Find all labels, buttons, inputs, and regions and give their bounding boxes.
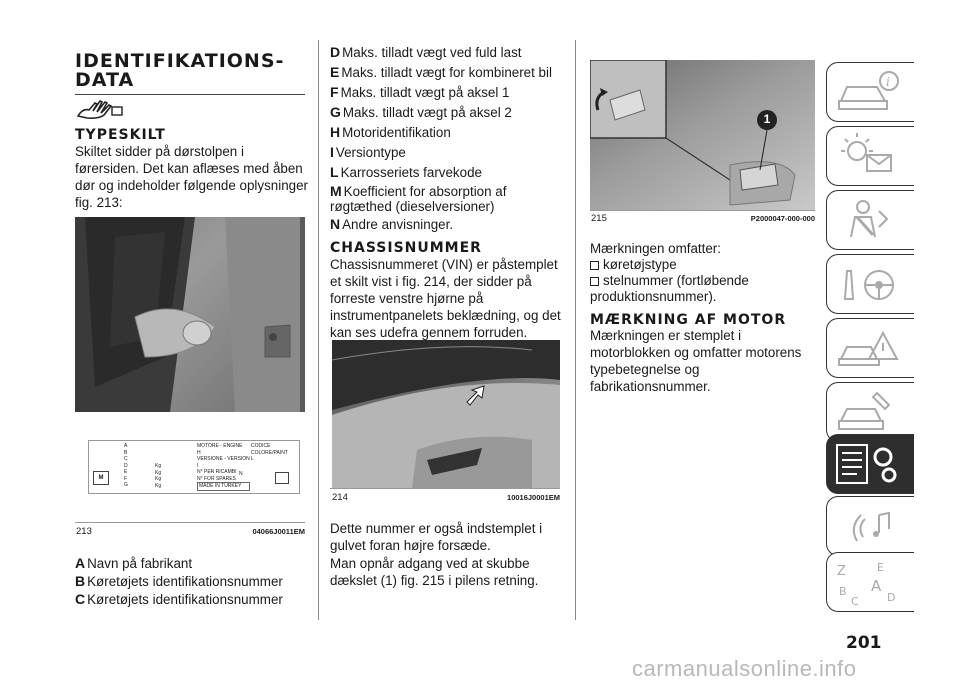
typeskilt-paragraph: Skiltet sidder på dørstolpen i førersiden. Det kan aflæses med åben dør og indeholder følgende oplysninger fig. 213: bbox=[75, 144, 308, 210]
list-item: C Køretøjets identifikationsnummer bbox=[75, 591, 283, 607]
list-item-continuation: røgtæthed (dieselversioner) bbox=[330, 199, 495, 214]
windshield-vin-photo bbox=[332, 340, 560, 488]
tab-technical-data[interactable] bbox=[826, 434, 914, 494]
plate-letters: A B C D E F G bbox=[124, 443, 128, 488]
tab-multimedia[interactable] bbox=[826, 496, 914, 556]
tab-emergency[interactable] bbox=[826, 318, 914, 378]
svg-text:i: i bbox=[886, 75, 890, 89]
tab-car-info[interactable] bbox=[826, 62, 914, 122]
heading-rule bbox=[75, 94, 305, 95]
motor-paragraph: Mærkningen er stemplet i motorblokken og omfatter motorens typebetegnelse og fabrikationsnummer. bbox=[590, 328, 802, 394]
marking-intro: Mærkningen omfatter: bbox=[590, 241, 721, 256]
section-heading-typeskilt: TYPESKILT bbox=[75, 127, 166, 143]
figure-214-code: 10016J0001EM bbox=[507, 493, 560, 502]
list-item: B Køretøjets identifikationsnummer bbox=[75, 573, 283, 589]
multimedia-icon bbox=[827, 497, 915, 557]
figure-213-code: 04066J0011EM bbox=[252, 527, 305, 536]
callout-1: 1 bbox=[763, 112, 771, 126]
warning-lights-icon bbox=[827, 127, 915, 187]
engine-marking-photo bbox=[590, 60, 815, 210]
list-item: H Motoridentifikation bbox=[330, 124, 451, 140]
technical-data-icon bbox=[827, 435, 915, 495]
svg-text:C: C bbox=[851, 595, 859, 608]
tab-safety[interactable] bbox=[826, 190, 914, 250]
door-pillar-photo bbox=[75, 217, 305, 412]
list-item: E Maks. tilladt vægt for kombineret bil bbox=[330, 64, 552, 80]
section-heading-motor: MÆRKNING AF MOTOR bbox=[590, 312, 787, 328]
tab-maintenance[interactable] bbox=[826, 382, 914, 442]
plate-paint-block: CODICE COLORE/PAINT L bbox=[251, 443, 288, 462]
figure-215-code: P2000047-000-000 bbox=[750, 214, 815, 223]
bullet-item: køretøjstype bbox=[590, 256, 677, 273]
car-info-icon bbox=[827, 63, 915, 123]
tab-index[interactable] bbox=[826, 552, 914, 612]
column-divider bbox=[318, 40, 319, 620]
reading-hand-icon bbox=[75, 98, 125, 120]
chassis-paragraph: Chassisnummeret (VIN) er påstemplet et skilt vist i fig. 214, der sidder på forreste venstre hjørne på instrumentpanelets beklædning, og det kan ses udefra gennem forruden. bbox=[330, 257, 561, 340]
figure-213-number: 213 bbox=[76, 526, 92, 537]
plate-engine-block: MOTORE - ENGINE H VERSIONE - VERSION I N° PER RICAMBI N° FOR SPARES MADE IN TURKEY bbox=[197, 443, 250, 489]
watermark: carmanualsonline.info bbox=[632, 656, 857, 681]
main-heading: IDENTIFIKATIONS- DATA bbox=[75, 50, 285, 91]
page-number: 201 bbox=[846, 633, 882, 653]
safety-icon bbox=[827, 191, 915, 251]
plate-label-m: M bbox=[93, 471, 109, 485]
plate-label-n: N bbox=[239, 471, 243, 477]
steering-icon bbox=[827, 255, 915, 315]
figure-215-number: 215 bbox=[591, 213, 607, 224]
svg-text:B: B bbox=[839, 585, 847, 598]
bullet-item: stelnummer (fortløbende bbox=[590, 272, 749, 289]
index-icon bbox=[827, 553, 915, 613]
list-item: F Maks. tilladt vægt på aksel 1 bbox=[330, 84, 510, 100]
list-item: N Andre anvisninger. bbox=[330, 216, 454, 232]
svg-text:Z: Z bbox=[837, 564, 846, 579]
figure-214-number: 214 bbox=[332, 492, 348, 503]
chassis-paragraph-3: Man opnår adgang ved at skubbe dækslet (1) fig. 215 i pilens retning. bbox=[330, 556, 539, 588]
emergency-icon bbox=[827, 319, 915, 379]
svg-text:D: D bbox=[887, 591, 896, 604]
id-plate bbox=[88, 440, 300, 494]
svg-text:E: E bbox=[877, 561, 884, 574]
list-item: D Maks. tilladt vægt ved fuld last bbox=[330, 44, 522, 60]
chassis-paragraph-2: Dette nummer er også indstemplet i gulvet foran højre forsæde. bbox=[330, 521, 543, 553]
list-item: I Versiontype bbox=[330, 144, 406, 160]
list-item: G Maks. tilladt vægt på aksel 2 bbox=[330, 104, 512, 120]
list-item: L Karrosseriets farvekode bbox=[330, 164, 482, 180]
section-heading-chassisnummer: CHASSISNUMMER bbox=[330, 240, 482, 256]
list-item: A Navn på fabrikant bbox=[75, 555, 193, 571]
tab-warning-lights[interactable] bbox=[826, 126, 914, 186]
column-divider bbox=[575, 40, 576, 620]
tab-steering[interactable] bbox=[826, 254, 914, 314]
svg-text:A: A bbox=[871, 577, 882, 595]
plate-kg: Kg Kg Kg Kg bbox=[155, 463, 162, 489]
list-item: M Koefficient for absorption af bbox=[330, 183, 507, 199]
bullet-continuation: produktionsnummer). bbox=[590, 289, 717, 304]
